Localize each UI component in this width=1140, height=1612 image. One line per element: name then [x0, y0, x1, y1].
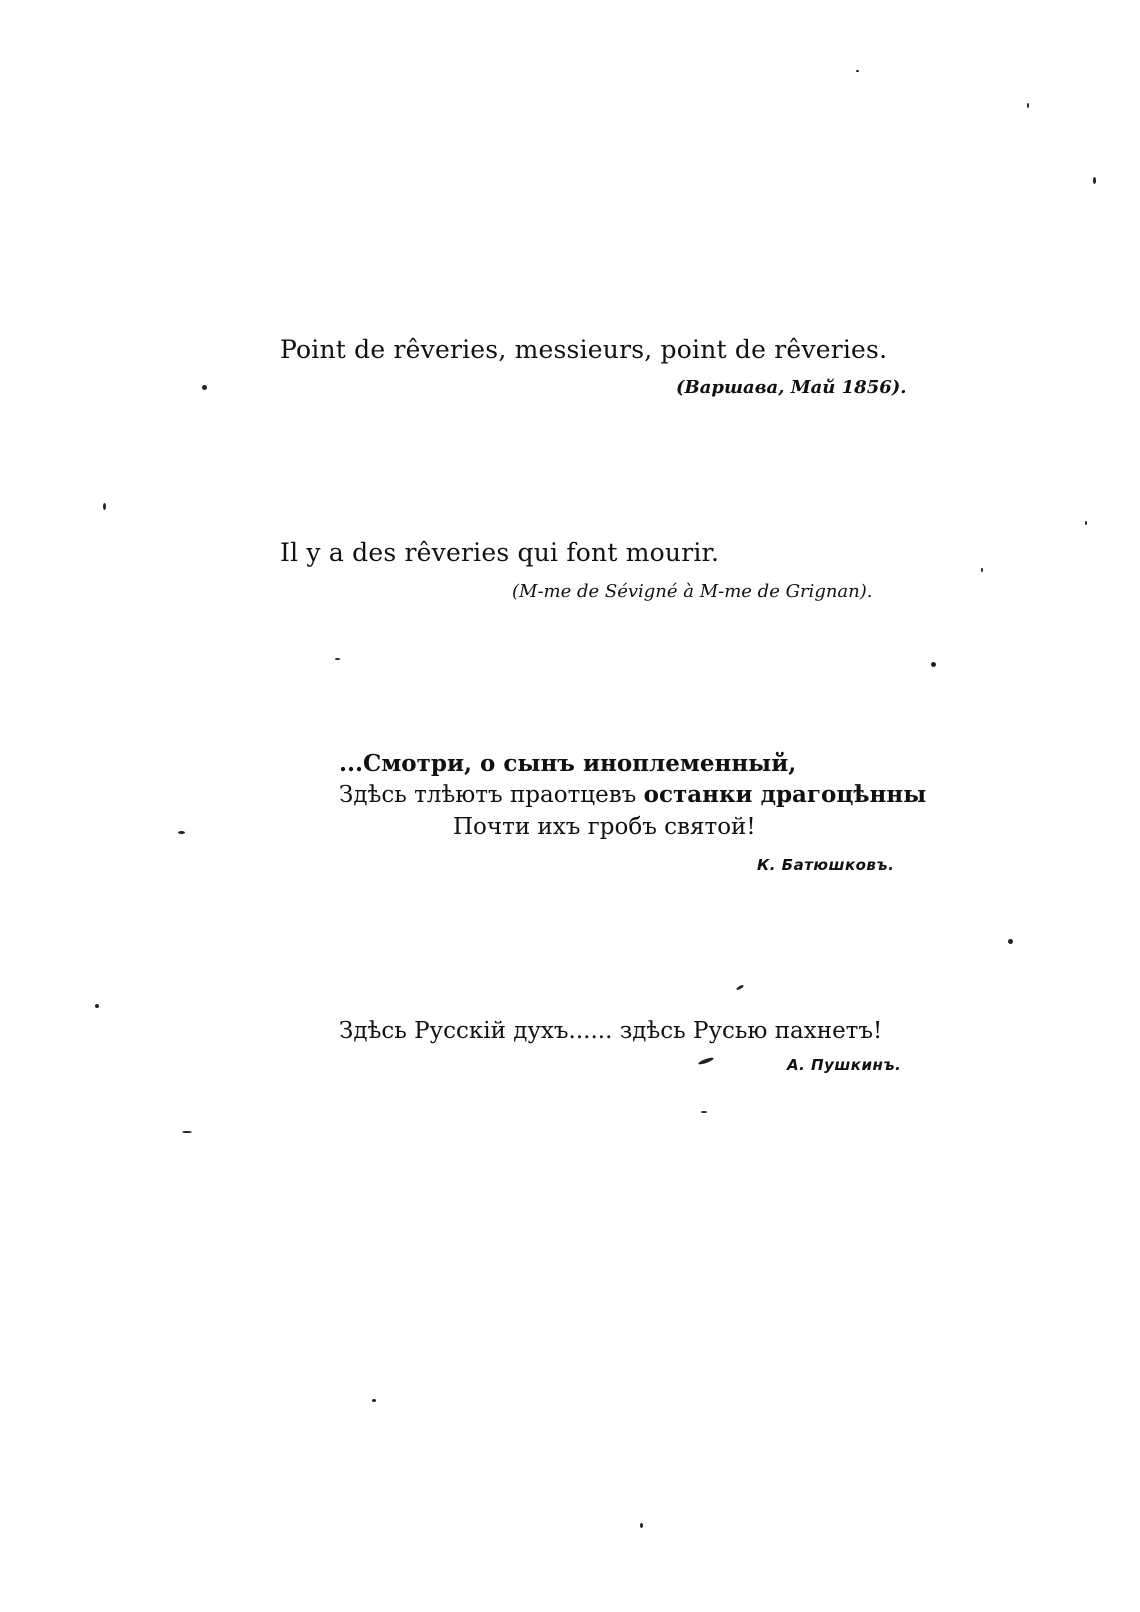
scan-speck	[1093, 177, 1096, 184]
verse-line-2a: Здѣсь тлѣютъ праотцевъ	[339, 782, 644, 808]
scan-speck	[335, 658, 340, 660]
scan-speck	[698, 1056, 714, 1065]
epigraph-2-source: (M-me de Sévigné à M-me de Grignan).	[512, 581, 873, 602]
scan-speck	[202, 385, 207, 390]
scan-speck	[103, 503, 106, 510]
epigraph-2-text: Il y a des rêveries qui font mourir.	[280, 538, 720, 567]
scan-speck	[981, 568, 983, 572]
scan-speck	[1085, 521, 1087, 525]
scan-speck	[856, 70, 859, 72]
epigraph-1-text: Point de rêveries, messieurs, point de rêveries.	[280, 335, 888, 364]
scan-speck	[701, 1111, 707, 1113]
verse-line-1	[339, 750, 796, 777]
verse-line-2	[339, 781, 926, 808]
scan-speck	[1027, 103, 1029, 108]
scan-speck	[931, 662, 936, 667]
scan-speck	[182, 1131, 192, 1133]
scan-speck	[640, 1523, 643, 1528]
scan-speck	[736, 984, 744, 991]
verse-line-2b: останки драгоцѣнны	[643, 781, 927, 808]
verse-author: К. Батюшковъ.	[757, 856, 895, 874]
verse-line-1-text: ...Смотри, о сынъ иноплеменный,	[339, 750, 797, 777]
epigraph-1-source: (Варшава, Май 1856).	[676, 377, 907, 398]
scan-speck	[1008, 939, 1013, 944]
verse-line-3: Почти ихъ гробъ святой!	[453, 814, 756, 840]
scan-speck	[372, 1399, 376, 1402]
pushkin-quote: Здѣсь Русскій духъ...... здѣсь Русью пахнетъ!	[339, 1018, 883, 1044]
scan-speck	[95, 1004, 99, 1008]
pushkin-author: А. Пушкинъ.	[787, 1056, 902, 1074]
scan-speck	[178, 831, 185, 834]
